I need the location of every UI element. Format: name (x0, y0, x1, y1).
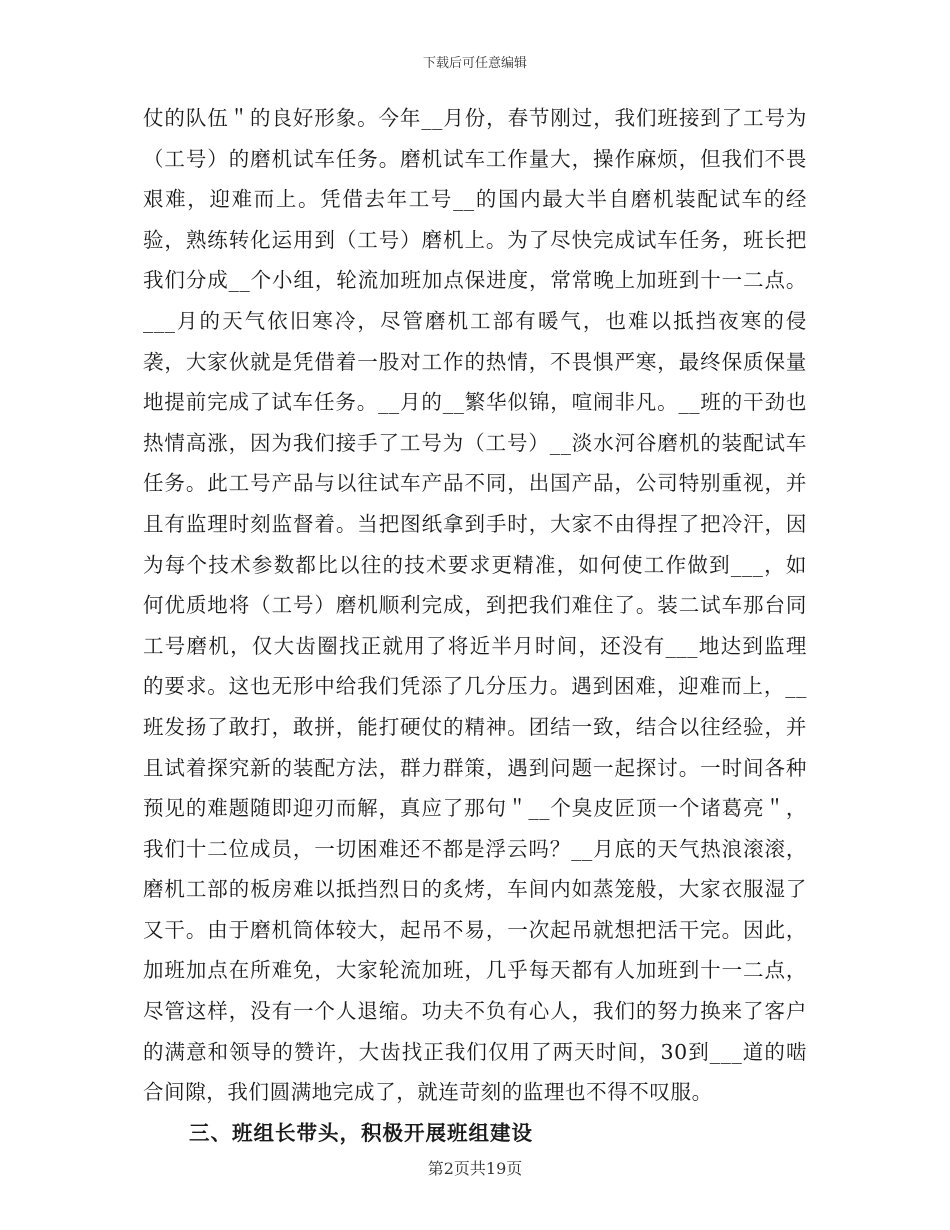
page-header-note: 下载后可任意编辑 (422, 56, 527, 71)
body-paragraph: 仗的队伍＂的良好形象。今年__月份，春节刚过，我们班接到了工号为（工号）的磨机试车任务。磨机试车工作量大，操作麻烦，但我们不畏艰难，迎难而上。凭借去年工号__的国内最大半自磨机装配试车的经验，熟练转化运用到（工号）磨机上。为了尽快完成试车任务，班长把我们分成__个小组，轮流加班加点保进度，常常晚上加班到十一二点。___月的天气依旧寒冷，尽管磨机工部有暖气，也难以抵挡夜寒的侵袭，大家伙就是凭借着一股对工作的热情，不畏惧严寒，最终保质保量地提前完成了试车任务。__月的__繁华似锦，喧闹非凡。__班的干劲也热情高涨，因为我们接手了工号为（工号）__淡水河谷磨机的装配试车任务。此工号产品与以往试车产品不同，出国产品，公司特别重视，并且有监理时刻监督着。当把图纸拿到手时，大家不由得捏了把冷汗，因为每个技术参数都比以往的技术要求更精准，如何使工作做到___，如何优质地将（工号）磨机顺利完成，到把我们难住了。装二试车那台同工号磨机，仅大齿圈找正就用了将近半月时间，还没有___地达到监理的要求。这也无形中给我们凭添了几分压力。遇到困难，迎难而上，__班发扬了敢打，敢拼，能打硬仗的精神。团结一致，结合以往经验，并且试着探究新的装配方法，群力群策，遇到问题一起探讨。一时间各种预见的难题随即迎刃而解，真应了那句＂__个臭皮匠顶一个诸葛亮＂，我们十二位成员，一切困难还不都是浮云吗？__月底的天气热浪滚滚，磨机工部的板房难以抵挡烈日的炙烤，车间内如蒸笼般，大家衣服湿了又干。由于磨机筒体较大，起吊不易，一次起吊就想把活干完。因此，加班加点在所难免，大家轮流加班，几乎每天都有人加班到十一二点，尽管这样，没有一个人退缩。功夫不负有心人，我们的努力换来了客户的满意和领导的赞许，大齿找正我们仅用了两天时间，30到___道的啮合间隙，我们圆满地完成了，就连苛刻的监理也不得不叹服。 (143, 106, 807, 1105)
page-number-footer: 第2页共19页 (427, 1159, 523, 1178)
document-body (143, 98, 807, 1153)
section-heading: 三、班组长带头，积极开展班组建设 (189, 1120, 533, 1145)
